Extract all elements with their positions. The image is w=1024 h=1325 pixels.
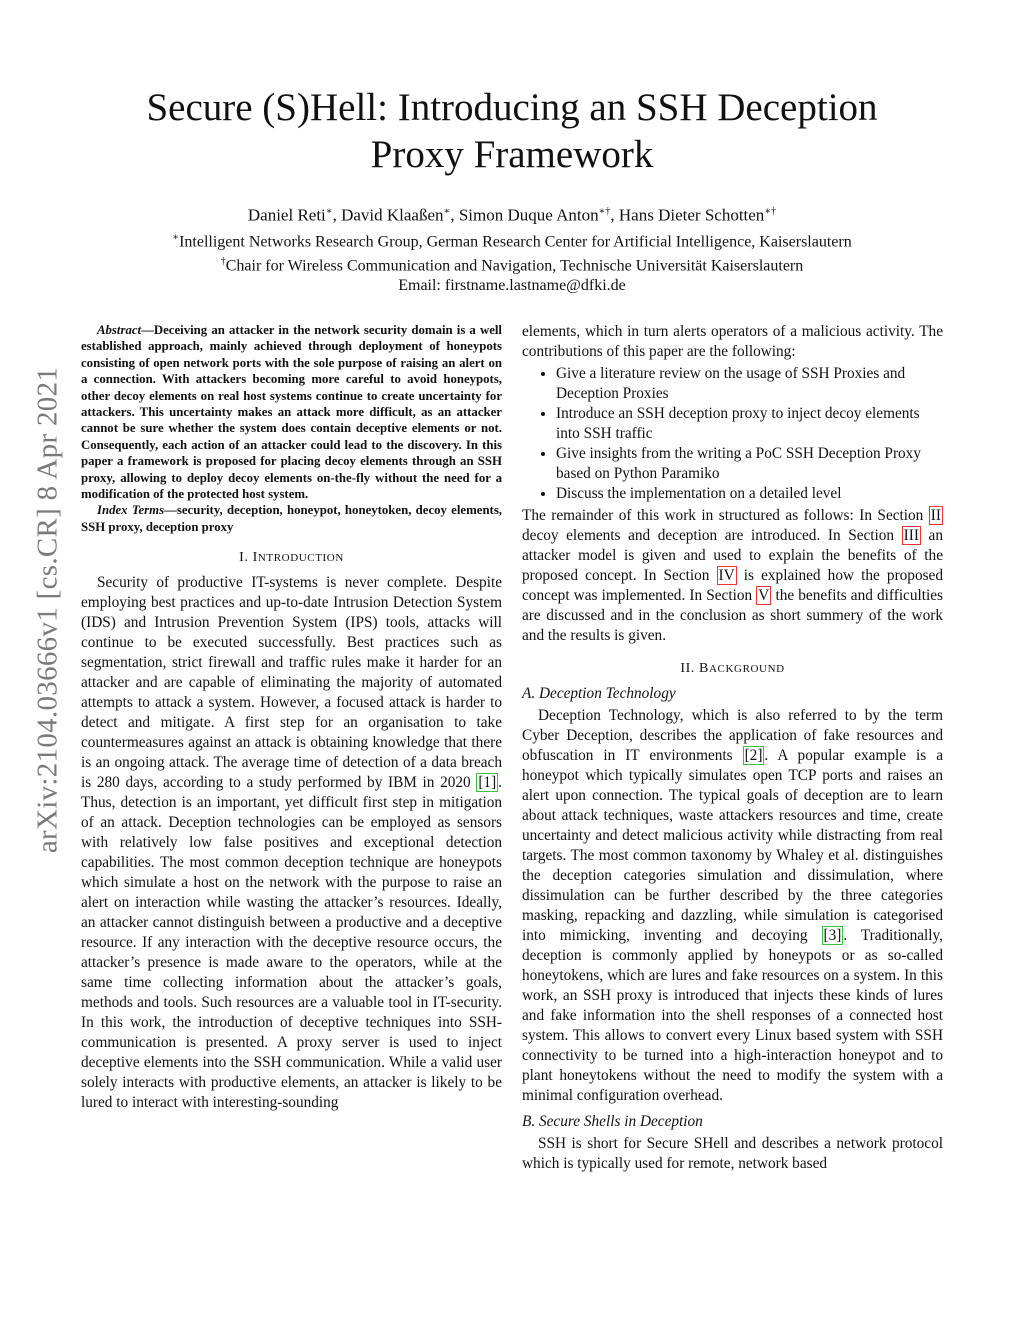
arxiv-stamp: arXiv:2104.03666v1 [cs.CR] 8 Apr 2021	[31, 366, 64, 854]
author-names: Daniel Reti∗, David Klaaßen∗, Simon Duque Anton∗†, Hans Dieter Schotten∗†	[247, 205, 777, 225]
affiliation-2: †Chair for Wireless Communication and Navigation, Technische Universität Kaiserslautern	[220, 255, 804, 275]
section-link[interactable]: V	[758, 587, 770, 604]
paper-title	[0, 84, 1024, 178]
list-item: • Give insights from the writing a PoC SSH Deception Proxy based on Python Paramiko	[556, 444, 943, 484]
intro-paragraph: Security of productive IT-systems is never complete. Despite employing best practices and up-to-date Intrusion Detection System (IDS) and Intrusion Prevention System (IPS) tools, attacks will continue to be executed successfully. Best practices such as segmentation, strict firewall and traffic rules make it harder for an attacker and are capable of eliminating the majority of automated attempts to attack a system. However, a focused attack is harder to detect and mitigate. A first step for an organisation to take countermeasures against an attack is obtaining knowledge that there is an ongoing attack. The average time of detection of a data breach is 280 days, according to a study performed by IBM in 2020 [1] . Thus, detection is an important, yet difficult first step in mitigation of an attack. Deception technologies can be employed as sensors with relatively low false positives and exceptional detection capabilities. The most common deception technique are honeypots which simulate a host on the network with the purpose to raise an alert on interaction while wasting the attacker’s resources. Ideally, an attacker cannot distinguish between a productive and a deceptive resource. If any interaction with the deceptive resource occurs, the attacker’s presence is made aware to the operators, while at the same time collecting information about the attacker’s goals, methods and tools. Such resources are a valuable tool in IT-security. In this work, the introduction of deceptive techniques into SSH-communication is presented. A proxy server is used to inject deceptive elements into the SSH communication. While a valid user solely interacts with productive elements, an attacker is likely to be lured to interact with interesting-sounding	[81, 574, 502, 1112]
intro-continuation: elements, which in turn alerts operators of a malicious activity. The contributions of this paper are the following:	[522, 323, 943, 360]
author-2: David Klaaßen	[341, 205, 444, 225]
author-1: Daniel Reti	[247, 205, 326, 225]
citation-link[interactable]: [2]	[744, 747, 763, 764]
remainder-paragraph: The remainder of this work in structured as follows: In Section II decoy elements and deception are introduced. In Section III an attacker model is given and used to explain the benefits of the proposed concept. In Section IV is explained how the proposed concept was implemented. In Section V the benefits and difficulties are discussed and in the conclusion as short summery of the work and the results is given.	[522, 507, 943, 644]
affiliation-1: ∗Intelligent Networks Research Group, German Research Center for Artificial Intelligence, Kaiserslautern	[172, 231, 852, 250]
ssh-paragraph: SSH is short for Secure SHell and describes a network protocol which is typically used for remote, network based	[522, 1135, 943, 1172]
list-item: • Introduce an SSH deception proxy to inject decoy elements into SSH traffic	[556, 404, 943, 444]
section-link[interactable]: II	[930, 507, 941, 524]
contributions-list	[522, 364, 943, 504]
deception-paragraph: Deception Technology, which is also referred to by the term Cyber Deception, describes the application of fake resources and obfuscation in IT environments [2] . A popular example is a honeypot which typically simulates open TCP ports and raises an alert upon connection. The typical goals of deception are to learn about attack techniques, waste attackers resources and time, create uncertainty and detect malicious activity while distracting from real targets. The most common taxonomy by Whaley et al. distinguishes the deception categories simulation and dissimulation, where dissimulation can be further described by the three categories masking, repacking and dazzling, while simulation is categorised into mimicking, inventing and decoying [3] . Traditionally, deception is commonly applied by honeypots or as so-called honeytokens, which are lures and fake resources on a system. In this work, an SSH proxy is introduced that injects these kinds of lures and fake information into the shell responses of a connected host system. This allows to convert every Linux based system with SSH connectivity to be turned into a high-interaction honeypot and to plant honeytokens without the need to modify the system with a minimal configuration overhead.	[522, 707, 943, 1104]
subsection-heading: B. Secure Shells in Deception	[522, 1113, 703, 1130]
title-line-2: Proxy Framework	[370, 133, 654, 176]
author-email: Email: firstname.lastname@dfki.de	[398, 277, 626, 295]
list-item: • Give a literature review on the usage of SSH Proxies and Deception Proxies	[556, 364, 943, 404]
section-heading-background: II. BACKGROUND	[680, 661, 785, 676]
left-column	[81, 322, 502, 1113]
abstract: Abstract—Deceiving an attacker in the network security domain is a well established approach, mainly achieved through deployment of honeypots consisting of open network ports with the sole purpose of raising an alert on a connection. With attackers becoming more careful to avoid honeypots, other decoy elements on real host systems continue to create uncertainty for attackers. This uncertainty makes an attack more difficult, as an attacker cannot be sure whether the system does contain deceptive elements or not. Consequently, each action of an attacker could lead to the discovery. In this paper a framework is proposed for placing decoy elements through an SSH proxy, allowing to deploy decoy elements on-the-fly without the need for a modification of the protected host system.	[81, 323, 502, 502]
subsection-heading: A. Deception Technology	[522, 685, 676, 702]
citation-link[interactable]: [3]	[823, 927, 842, 944]
section-link[interactable]: III	[903, 527, 919, 544]
title-line-1: Secure (S)Hell: Introducing an SSH Deception	[146, 86, 878, 129]
list-item: • Discuss the implementation on a detailed level	[556, 484, 943, 504]
section-link[interactable]: IV	[718, 567, 735, 584]
author-3: Simon Duque Anton	[458, 205, 599, 225]
citation-link[interactable]: [1]	[478, 774, 497, 792]
section-heading-introduction: I. INTRODUCTION	[239, 550, 344, 566]
author-4: Hans Dieter Schotten	[618, 205, 765, 225]
author-block	[0, 202, 1024, 296]
index-terms: Index Terms—security, deception, honeypot, honeytoken, decoy elements, SSH proxy, deception proxy	[81, 503, 502, 534]
right-column	[522, 322, 943, 1174]
